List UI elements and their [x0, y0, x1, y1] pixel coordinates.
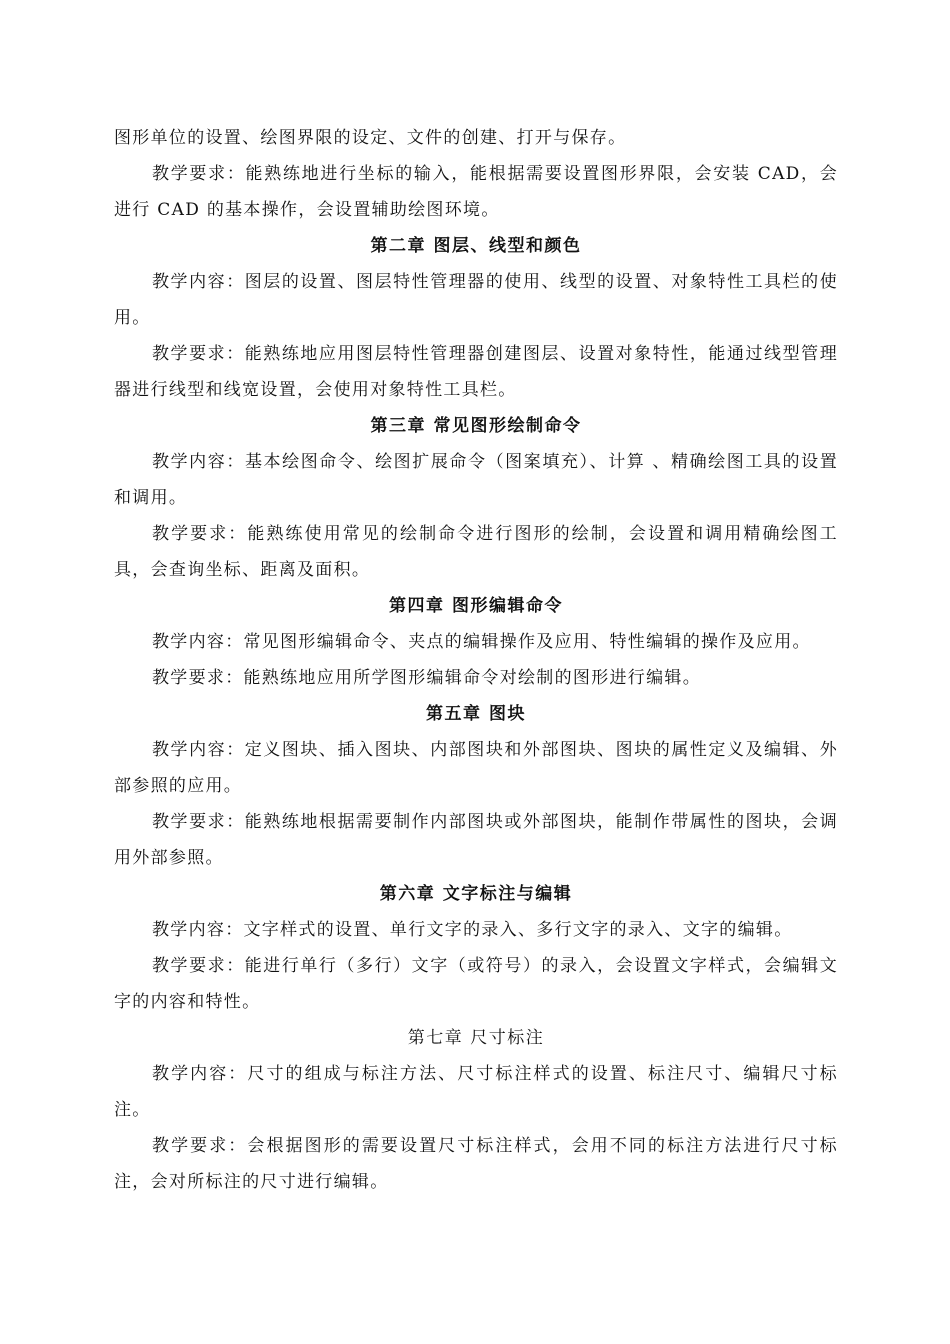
chapter-heading: 第七章 尺寸标注: [407, 1028, 545, 1048]
chapter-heading: 第四章 图形编辑命令: [389, 596, 563, 616]
paragraph: 教学内容：图层的设置、图层特性管理器的使用、线型的设置、对象特性工具栏的使用。: [114, 272, 838, 328]
paragraph: 教学要求：会根据图形的需要设置尺寸标注样式，会用不同的标注方法进行尺寸标注，会对所标注的尺寸进行编辑。: [114, 1136, 838, 1192]
chapter-heading: 第三章 常见图形绘制命令: [370, 416, 582, 436]
paragraph: 教学要求：能熟练地进行坐标的输入，能根据需要设置图形界限，会安装 CAD，会进行 CAD 的基本操作，会设置辅助绘图环境。: [114, 164, 838, 220]
document-body: [114, 120, 838, 1200]
paragraph: 教学要求：能熟练地根据需要制作内部图块或外部图块，能制作带属性的图块，会调用外部参照。: [114, 812, 838, 868]
paragraph: 教学内容：尺寸的组成与标注方法、尺寸标注样式的设置、标注尺寸、编辑尺寸标注。: [114, 1064, 838, 1120]
paragraph: 教学内容：常见图形编辑命令、夹点的编辑操作及应用、特性编辑的操作及应用。: [152, 632, 811, 652]
chapter-heading: 第二章 图层、线型和颜色: [370, 236, 582, 256]
paragraph: 教学要求：能熟练地应用所学图形编辑命令对绘制的图形进行编辑。: [152, 668, 701, 688]
chapter-heading: 第五章 图块: [426, 704, 526, 724]
paragraph: 教学内容：基本绘图命令、绘图扩展命令（图案填充）、计算 、精确绘图工具的设置和调用。: [114, 452, 838, 508]
paragraph: 教学要求：能熟练使用常见的绘制命令进行图形的绘制，会设置和调用精确绘图工具，会查询坐标、距离及面积。: [114, 524, 838, 580]
paragraph: 教学要求：能熟练地应用图层特性管理器创建图层、设置对象特性，能通过线型管理器进行线型和线宽设置，会使用对象特性工具栏。: [114, 344, 838, 400]
paragraph: 教学内容：定义图块、插入图块、内部图块和外部图块、图块的属性定义及编辑、外部参照的应用。: [114, 740, 838, 796]
paragraph: 教学内容：文字样式的设置、单行文字的录入、多行文字的录入、文字的编辑。: [152, 920, 793, 940]
chapter-heading: 第六章 文字标注与编辑: [379, 884, 573, 904]
paragraph: 教学要求：能进行单行（多行）文字（或符号）的录入，会设置文字样式，会编辑文字的内容和特性。: [114, 956, 838, 1012]
paragraph: 图形单位的设置、绘图界限的设定、文件的创建、打开与保存。: [114, 128, 627, 148]
